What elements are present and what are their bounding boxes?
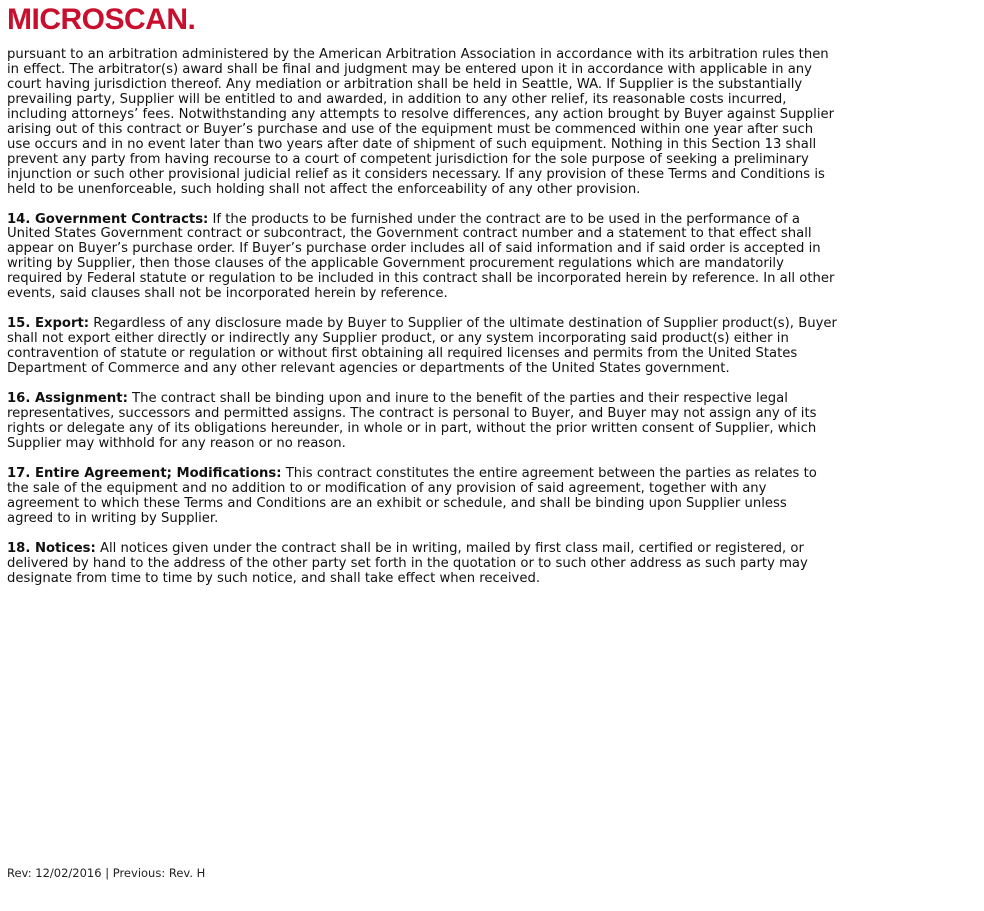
section-14-government-contracts: [7, 213, 837, 303]
section-13-continued: [7, 48, 837, 198]
terms-content: [7, 48, 837, 602]
section-text: All notices given under the contract shall be in writing, mailed by first class mail, certified or registered, or delivered by hand to the address of the other party set forth in the quotation or to such other address as such party may designate from time to time by such notice, and shall take effect when received.: [7, 540, 808, 586]
section-text: Regardless of any disclosure made by Buyer to Supplier of the ultimate destination of Supplier product(s), Buyer shall not export either directly or indirectly any Supplier product, or any system incorporating said product(s) either in contravention of statute or regulation or without first obtaining all required licenses and permits from the United States Department of Commerce and any other relevant agencies or departments of the United States government.: [7, 316, 837, 377]
section-heading: 18. Notices:: [7, 540, 96, 556]
section-heading: 16. Assignment:: [7, 391, 128, 407]
revision-footer: Rev: 12/02/2016 | Previous: Rev. H: [7, 866, 206, 880]
section-17-entire-agreement: [7, 467, 837, 527]
section-heading: 14. Government Contracts:: [7, 211, 209, 227]
section-18-notices: [7, 542, 837, 587]
section-heading: 17. Entire Agreement; Modifications:: [7, 465, 282, 481]
section-text: pursuant to an arbitration administered by the American Arbitration Association in accordance with its arbitration rules then in effect. The arbitrator(s) award shall be final and judgment may be entered upon it in accordance with applicable in any court having jurisdiction thereof. Any mediation or arbitration shall be held in Seattle, WA. If Supplier is the substantially prevailing party, Supplier will be entitled to and awarded, in addition to any other relief, its reasonable costs incurred, including attorneys’ fees. Notwithstanding any attempts to resolve differences, any action brought by Buyer against Supplier arising out of this contract or Buyer’s purchase and use of the equipment must be commenced within one year after such use occurs and in no event later than two years after date of shipment of such equipment. Nothing in this Section 13 shall prevent any party from having recourse to a court of competent jurisdiction for the sole purpose of seeking a preliminary injunction or such other provisional judicial relief as it considers necessary. If any provision of these Terms and Conditions is held to be unenforceable, such holding shall not affect the enforceability of any other provision.: [7, 47, 835, 197]
section-15-export: [7, 317, 837, 377]
section-text: If the products to be furnished under the contract are to be used in the performance of a United States Government contract or subcontract, the Government contract number and a statement to that effect shall appear on Buyer’s purchase order. If Buyer’s purchase order includes all of said information and if said order is accepted in writing by Supplier, then those clauses of the applicable Government procurement regulations which are mandatorily required by Federal statute or regulation to be included in this contract shall be incorporated herein by reference. In all other events, said clauses shall not be incorporated herein by reference.: [7, 211, 835, 302]
section-text: This contract constitutes the entire agreement between the parties as relates to the sale of the equipment and no addition to or modification of any provision of said agreement, together with any agreement to which these Terms and Conditions are an exhibit or schedule, and shall be binding upon Supplier unless agreed to in writing by Supplier.: [7, 465, 817, 526]
microscan-logo: MICROSCAN.: [7, 3, 196, 36]
section-16-assignment: [7, 392, 837, 452]
section-text: The contract shall be binding upon and inure to the benefit of the parties and their respective legal representatives, successors and permitted assigns. The contract is personal to Buyer, and Buyer may not assign any of its rights or delegate any of its obligations hereunder, in whole or in part, without the prior written consent of Supplier, which Supplier may withhold for any reason or no reason.: [7, 391, 817, 451]
section-heading: 15. Export:: [7, 316, 90, 332]
